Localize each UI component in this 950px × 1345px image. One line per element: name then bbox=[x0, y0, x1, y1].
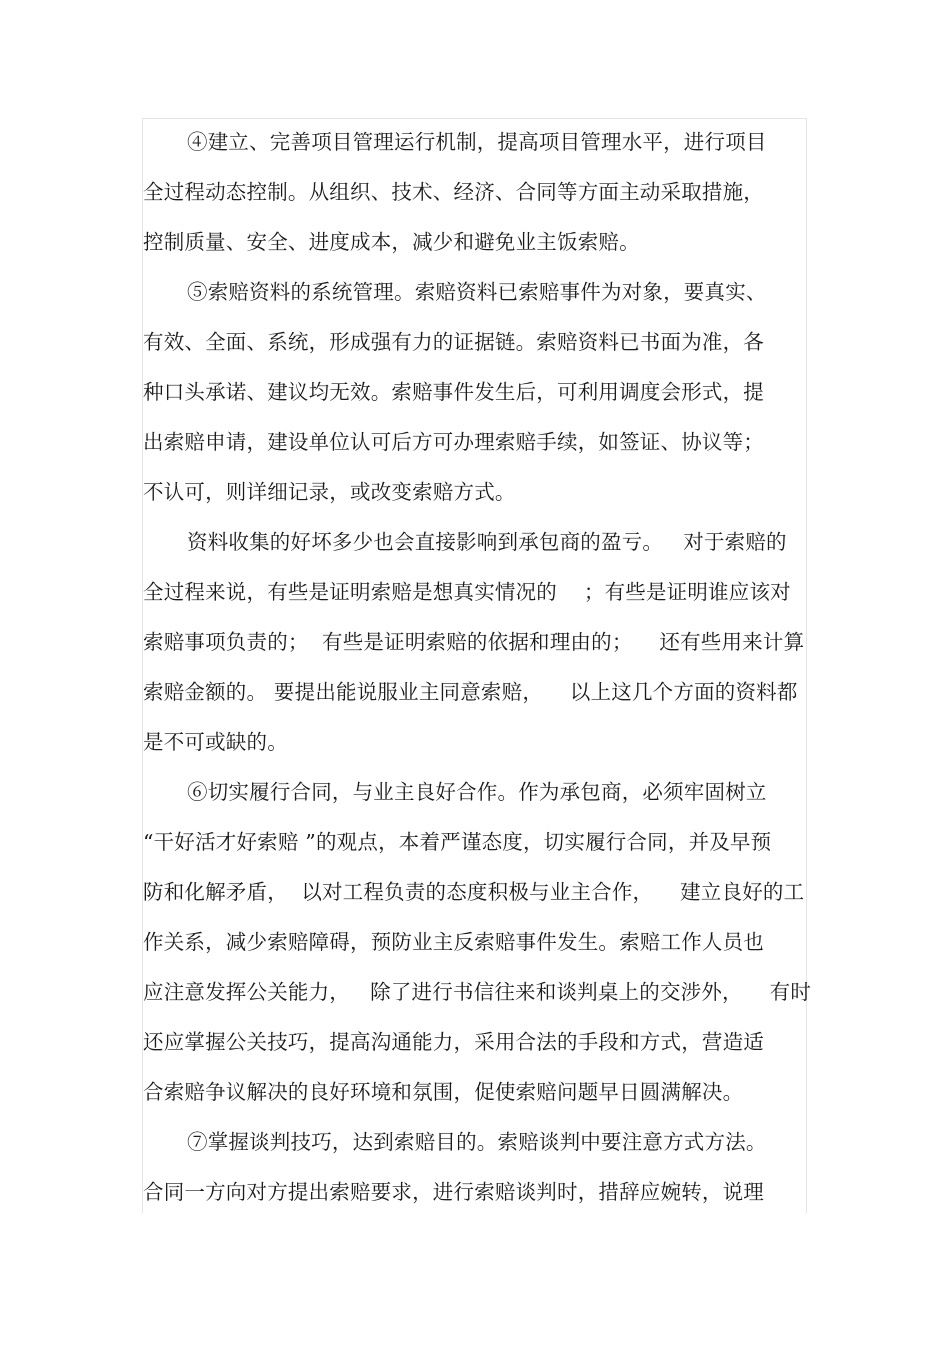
text-line: 防和化解矛盾， 以对工程负责的态度积极与业主合作， 建立良好的工 bbox=[143, 880, 805, 904]
text-line: 资料收集的好坏多少也会直接影响到承包商的盈亏。 对于索赔的 bbox=[187, 530, 787, 554]
text-line: 不认可，则详细记录，或改变索赔方式。 bbox=[143, 480, 516, 504]
text-line: ⑤索赔资料的系统管理。索赔资料已索赔事件为对象，要真实、 bbox=[187, 280, 767, 304]
text-line: ⑥切实履行合同，与业主良好合作。作为承包商，必须牢固树立 bbox=[187, 780, 767, 804]
text-line: ⑦掌握谈判技巧，达到索赔目的。索赔谈判中要注意方式方法。 bbox=[187, 1130, 767, 1154]
text-line: 控制质量、安全、进度成本，减少和避免业主饭索赔。 bbox=[143, 230, 640, 254]
text-line: 还应掌握公关技巧，提高沟通能力，采用合法的手段和方式，营造适 bbox=[143, 1030, 764, 1054]
text-line: 是不可或缺的。 bbox=[143, 730, 288, 754]
text-line: 应注意发挥公关能力， 除了进行书信往来和谈判桌上的交涉外， 有时 bbox=[143, 980, 812, 1004]
text-line: 作关系，减少索赔障碍，预防业主反索赔事件发生。索赔工作人员也 bbox=[143, 930, 764, 954]
text-line: 种口头承诺、建议均无效。索赔事件发生后，可利用调度会形式，提 bbox=[143, 380, 764, 404]
text-line: 全过程动态控制。从组织、技术、经济、合同等方面主动采取措施， bbox=[143, 180, 764, 204]
text-line: 全过程来说，有些是证明索赔是想真实情况的 ；有些是证明谁应该对 bbox=[143, 580, 791, 604]
text-line: 合同一方向对方提出索赔要求，进行索赔谈判时，措辞应婉转，说理 bbox=[143, 1180, 764, 1204]
text-line: 有效、全面、系统，形成强有力的证据链。索赔资料已书面为准，各 bbox=[143, 330, 764, 354]
text-line: 索赔金额的。 要提出能说服业主同意索赔， 以上这几个方面的资料都 bbox=[143, 680, 798, 704]
text-line: 出索赔申请，建设单位认可后方可办理索赔手续，如签证、协议等； bbox=[143, 430, 764, 454]
text-line: “干好活才好索赔 ”的观点，本着严谨态度，切实履行合同，并及早预 bbox=[143, 830, 772, 854]
text-line: 索赔事项负责的； 有些是证明索赔的依据和理由的； 还有些用来计算 bbox=[143, 630, 805, 654]
text-line: 合索赔争议解决的良好环境和氛围，促使索赔问题早日圆满解决。 bbox=[143, 1080, 744, 1104]
text-line: ④建立、完善项目管理运行机制，提高项目管理水平，进行项目 bbox=[187, 130, 767, 154]
